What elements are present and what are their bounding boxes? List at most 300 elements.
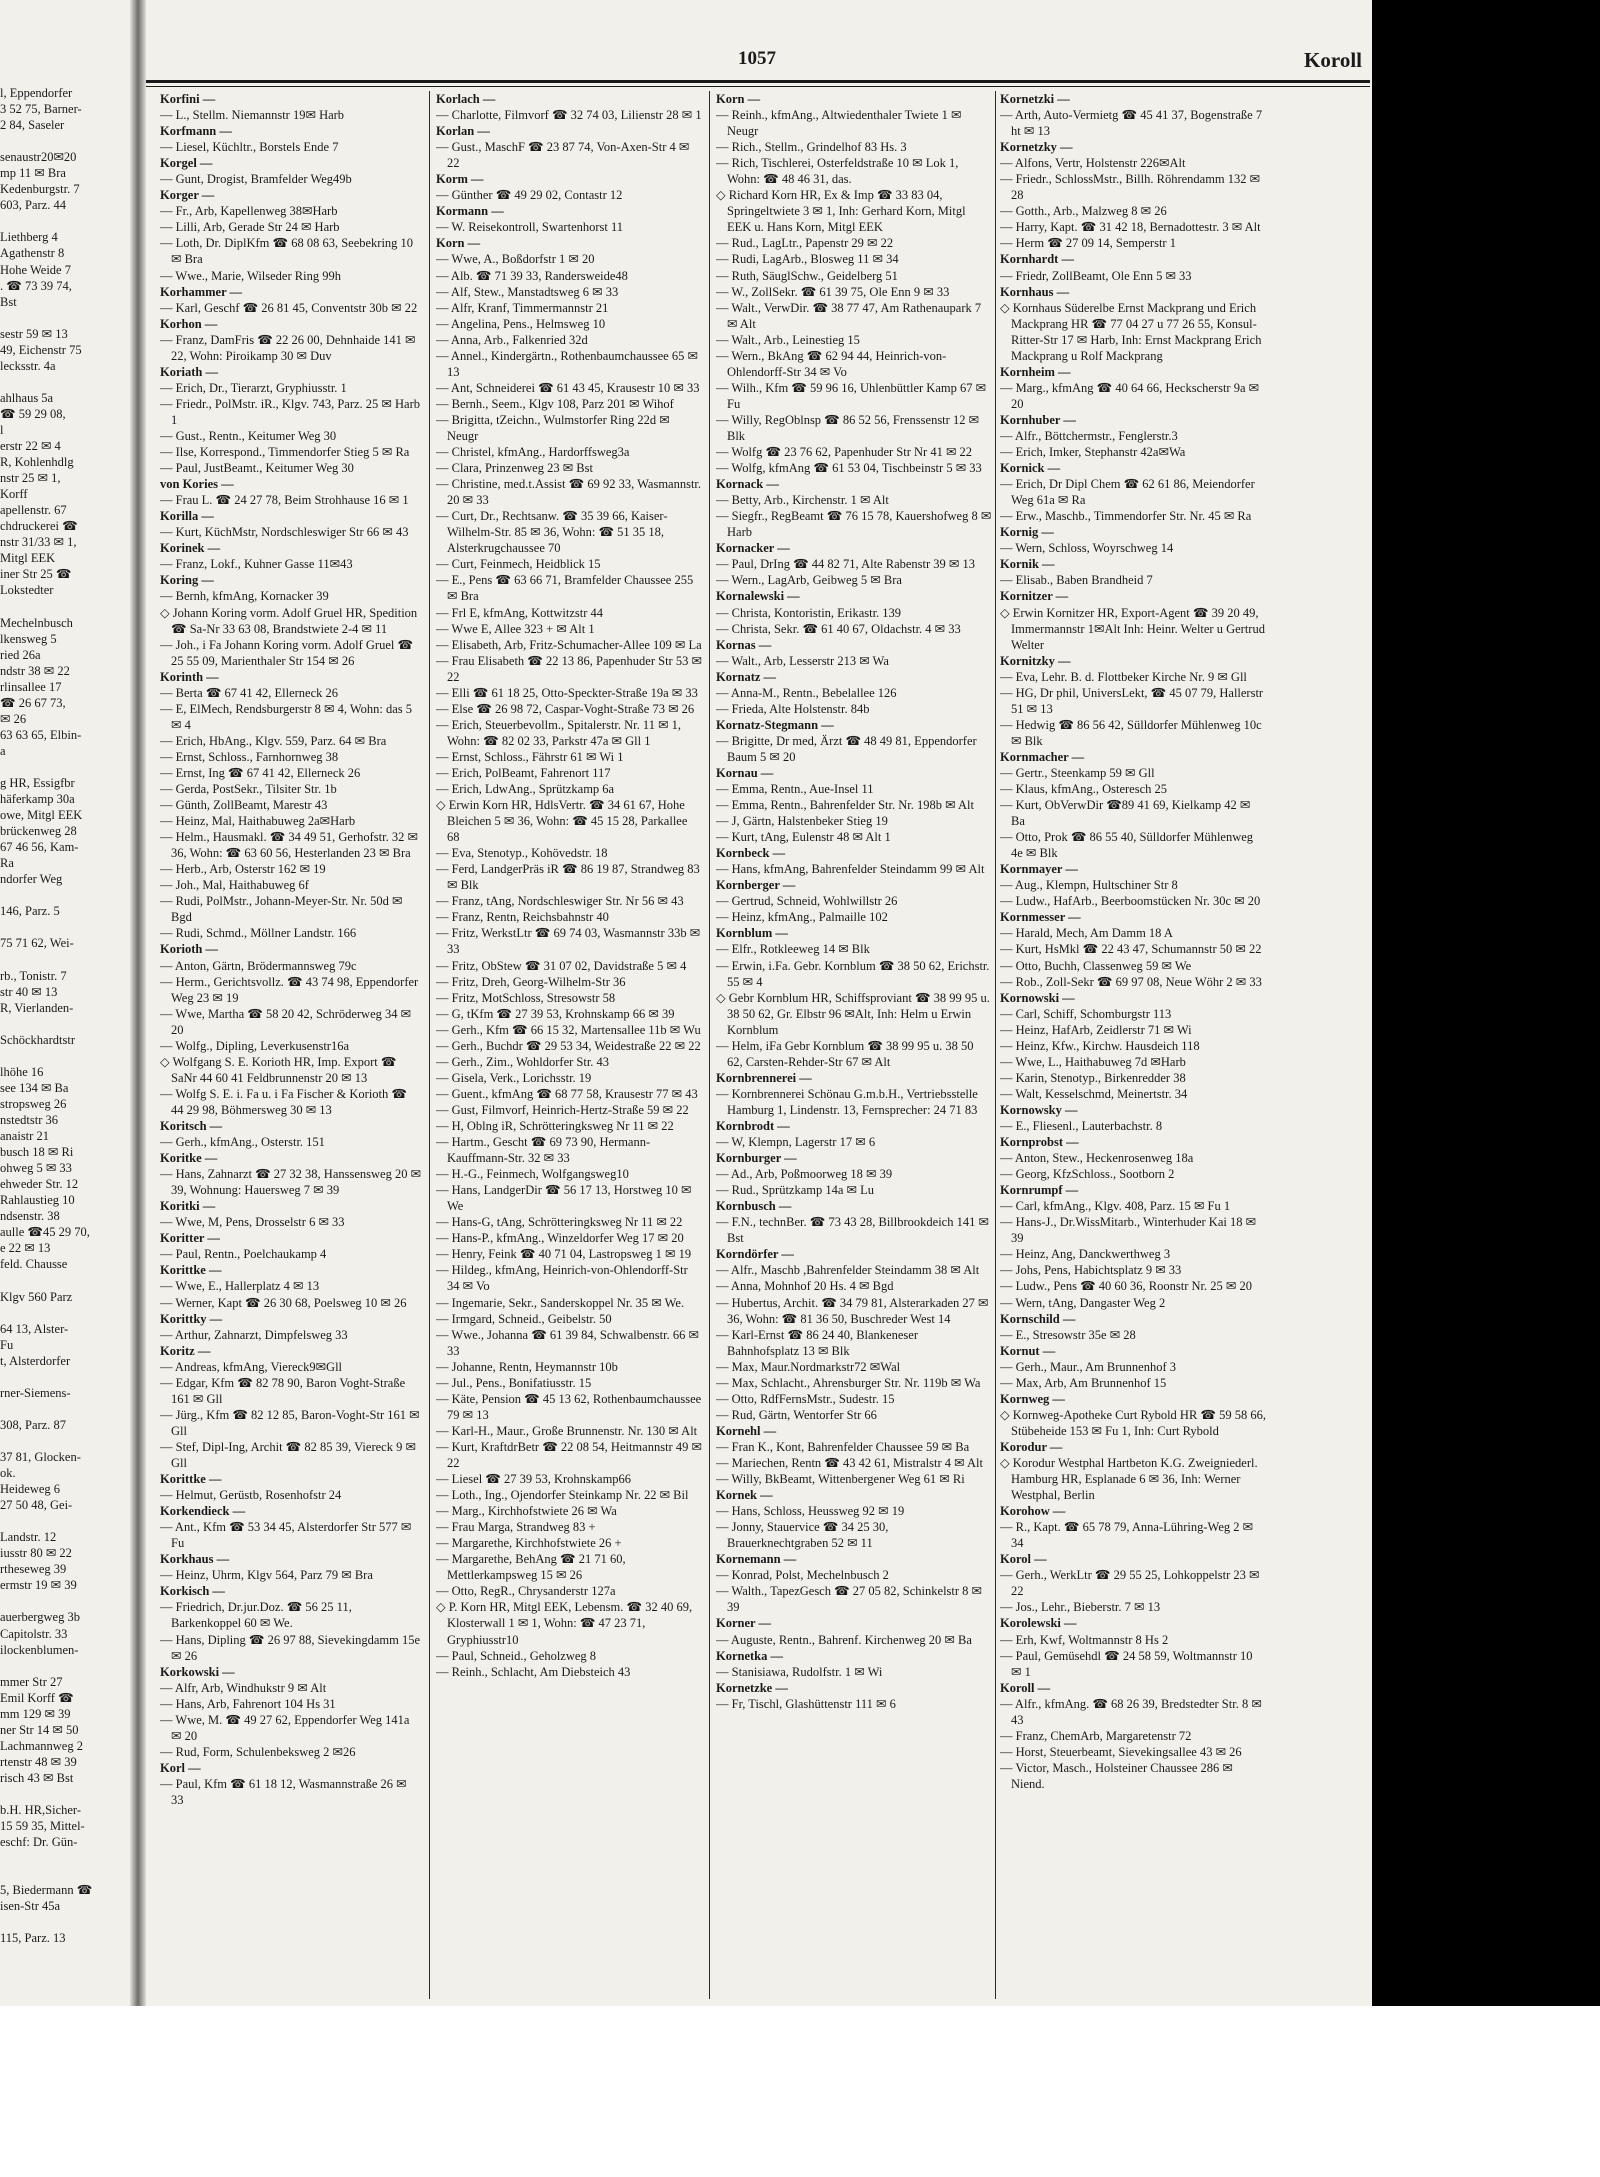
directory-entry: — Fritz, MotSchloss, Stresowstr 58 xyxy=(436,990,616,1005)
directory-entry: — Horst, Steuerbeamt, Sievekingsallee 43 ✉ 26 xyxy=(1000,1744,1242,1759)
directory-entry: — Alfr., Böttchermstr., Fenglerstr.3 xyxy=(1000,428,1178,443)
directory-entry: — Marg., kfmAng ☎ 40 64 66, Heckscherstr 9a ✉ 20 xyxy=(1000,380,1260,411)
surname-heading: Kornberger — xyxy=(716,878,796,893)
directory-entry: — Max, Maur.Nordmarkstr72 ✉Wal xyxy=(716,1359,901,1374)
directory-entry: — Aug., Klempn, Hultschiner Str 8 xyxy=(1000,878,1178,893)
fragment-line xyxy=(0,374,128,390)
directory-entry: — Hans-G, tAng, Schrötteringksweg Nr 11 ✉ 22 xyxy=(436,1215,683,1230)
directory-entry: — Ernst, Schloss., Fährstr 61 ✉ Wi 1 xyxy=(436,749,624,764)
directory-entry: — R., Kapt. ☎ 65 78 79, Anna-Lühring-Weg 2 ✉ 34 xyxy=(1000,1520,1254,1551)
directory-entry: — Otto, RdfFernsMstr., Sudestr. 15 xyxy=(716,1391,895,1406)
surname-heading: Korgel — xyxy=(160,156,213,171)
fragment-line: erstr 22 ✉ 4 xyxy=(0,439,61,454)
directory-entry: — Stef, Dipl-Ing, Archit ☎ 82 85 39, Viereck 9 ✉ Gll xyxy=(160,1439,416,1470)
surname-heading: Korger — xyxy=(160,188,215,203)
directory-entry: — Erich, Dr., Tierarzt, Gryphiusstr. 1 xyxy=(160,380,347,395)
directory-entry: — Otto, Buchh, Classenweg 59 ✉ We xyxy=(1000,958,1192,973)
directory-entry: — Frieda, Alte Holstenstr. 84b xyxy=(716,701,870,716)
fragment-line: ndsenstr. 38 xyxy=(0,1209,60,1224)
surname-heading: Kornbusch — xyxy=(716,1199,792,1214)
surname-heading: Kornhuber — xyxy=(1000,412,1076,427)
directory-entry: — Hans, kfmAng, Bahrenfelder Steindamm 99 ✉ Alt xyxy=(716,862,985,877)
directory-entry: — Kurt, tAng, Eulenstr 48 ✉ Alt 1 xyxy=(716,830,891,845)
directory-entry: — Gerh., kfmAng., Osterstr. 151 xyxy=(160,1135,325,1150)
surname-heading: Kornetzki — xyxy=(1000,92,1070,106)
fragment-line: 308, Parz. 87 xyxy=(0,1417,66,1432)
directory-entry: — Wern, tAng, Dangaster Weg 2 xyxy=(1000,1295,1166,1310)
directory-entry: — W. Reisekontroll, Swartenhorst 11 xyxy=(436,220,624,235)
directory-entry: — Anton, Gärtn, Brödermannsweg 79c xyxy=(160,958,357,973)
directory-entry: — Wwe, Martha ☎ 58 20 42, Schröderweg 34 ✉ 20 xyxy=(160,1006,412,1037)
fragment-line xyxy=(0,1866,128,1882)
directory-entry: — Walth., TapezGesch ☎ 27 05 82, Schinkelstr 8 ✉ 39 xyxy=(716,1584,983,1615)
directory-entry: — Joh., Mal, Haithabuweg 6f xyxy=(160,878,309,893)
fragment-line: e 22 ✉ 13 xyxy=(0,1241,51,1256)
surname-heading: Kornemann — xyxy=(716,1552,797,1567)
directory-entry: — Paul, Gemüsehdl ☎ 24 58 59, Woltmannstr 10 ✉ 1 xyxy=(1000,1648,1253,1679)
header-rule xyxy=(146,80,1370,83)
directory-entry: — Heinz, HafArb, Zeidlerstr 71 ✉ Wi xyxy=(1000,1022,1192,1037)
fragment-line xyxy=(0,133,128,149)
directory-entry: — Klaus, kfmAng., Osteresch 25 xyxy=(1000,782,1167,797)
surname-heading: Kornbrennerei — xyxy=(716,1070,812,1085)
directory-entry: — Angelina, Pens., Helmsweg 10 xyxy=(436,316,606,331)
surname-heading: Korinek — xyxy=(160,541,221,556)
directory-entry: — Heinz, Kfw., Kirchw. Hausdeich 118 xyxy=(1000,1038,1200,1053)
directory-column-3 xyxy=(716,91,992,1999)
fragment-line: 5, Biedermann ☎ xyxy=(0,1883,93,1898)
surname-heading: Koritter — xyxy=(160,1231,220,1246)
fragment-line: ilockenblumen- xyxy=(0,1642,79,1657)
directory-entry: — Arth, Auto-Vermietg ☎ 45 41 37, Bogenstraße 7 ht ✉ 13 xyxy=(1000,108,1263,139)
surname-heading: Kornig — xyxy=(1000,525,1054,540)
column-divider xyxy=(709,91,710,1999)
fragment-line: rlinsallee 17 xyxy=(0,679,62,694)
directory-entry: — Gust, Filmvorf, Heinrich-Hertz-Straße 59 ✉ 22 xyxy=(436,1102,689,1117)
directory-entry: — W, Klempn, Lagerstr 17 ✉ 6 xyxy=(716,1135,876,1150)
directory-entry: — Wolfg ☎ 23 76 62, Papenhuder Str Nr 41 ✉ 22 xyxy=(716,445,973,460)
fragment-line: brückenweg 28 xyxy=(0,824,77,839)
fragment-line: Landstr. 12 xyxy=(0,1530,57,1545)
directory-entry: — Gerh., WerkLtr ☎ 29 55 25, Lohkoppelstr 23 ✉ 22 xyxy=(1000,1568,1260,1599)
scan-border xyxy=(1372,0,1600,2006)
directory-entry: — Erich, HbAng., Klgv. 559, Parz. 64 ✉ Bra xyxy=(160,733,387,748)
surname-heading: Kornhardt — xyxy=(1000,252,1074,267)
directory-entry: — Edgar, Kfm ☎ 82 78 90, Baron Voght-Straße 161 ✉ Gll xyxy=(160,1375,406,1406)
directory-entry: — Alfons, Vertr, Holstenstr 226✉Alt xyxy=(1000,156,1186,171)
directory-entry: — Herm ☎ 27 09 14, Semperstr 1 xyxy=(1000,236,1176,251)
directory-entry: — Rud, Gärtn, Wentorfer Str 66 xyxy=(716,1407,877,1422)
fragment-line: Heideweg 6 xyxy=(0,1482,61,1497)
page-number: 1057 xyxy=(738,48,776,69)
fragment-line xyxy=(0,599,128,615)
fragment-line xyxy=(0,1272,128,1288)
surname-heading: Korol — xyxy=(1000,1552,1047,1567)
directory-entry: — Bernh, kfmAng, Kornacker 39 xyxy=(160,589,329,604)
fragment-line: eschf: Dr. Gün- xyxy=(0,1835,78,1850)
directory-entry: — Franz, Lokf., Kuhner Gasse 11✉43 xyxy=(160,557,353,572)
directory-entry: — Wern., BkAng ☎ 62 94 44, Heinrich-von-Ohlendorff-Str 34 ✉ Vo xyxy=(716,348,947,379)
fragment-line: auerbergweg 3b xyxy=(0,1610,80,1625)
fragment-line xyxy=(0,1401,128,1417)
surname-heading: Kornweg — xyxy=(1000,1391,1065,1406)
fragment-line: ndorfer Weg xyxy=(0,872,63,887)
surname-heading: Koritke — xyxy=(160,1151,218,1166)
fragment-line: 146, Parz. 5 xyxy=(0,904,60,919)
directory-entry: — Günth, ZollBeamt, Marestr 43 xyxy=(160,798,328,813)
directory-entry: — Harry, Kapt. ☎ 31 42 18, Bernadottestr. 3 ✉ Alt xyxy=(1000,220,1261,235)
directory-entry: — Frau Elisabeth ☎ 22 13 86, Papenhuder Str 53 ✉ 22 xyxy=(436,653,702,684)
fragment-line: Ra xyxy=(0,856,14,871)
directory-entry: — Kurt, HsMkl ☎ 22 43 47, Schumannstr 50 ✉ 22 xyxy=(1000,942,1262,957)
directory-entry: — Harald, Mech, Am Damm 18 A xyxy=(1000,926,1173,941)
directory-entry: ◇ Johann Koring vorm. Adolf Gruel HR, Spedition ☎ Sa-Nr 33 63 08, Brandstwiete 2-4 ✉ 11 xyxy=(160,605,418,636)
directory-entry: — E., Pens ☎ 63 66 71, Bramfelder Chaussee 255 ✉ Bra xyxy=(436,573,694,604)
fragment-line: rb., Tonistr. 7 xyxy=(0,968,67,983)
surname-heading: Kornik — xyxy=(1000,557,1055,572)
book-gutter xyxy=(130,0,146,2006)
directory-entry: — Otto, RegR., Chrysanderstr 127a xyxy=(436,1584,616,1599)
directory-entry: — Max, Schlacht., Ahrensburger Str. Nr. 119b ✉ Wa xyxy=(716,1375,981,1390)
directory-entry: — Rich, Tischlerei, Osterfeldstraße 10 ✉ Lok 1, Wohn: ☎ 48 46 31, das. xyxy=(716,156,959,187)
directory-entry: — Rob., Zoll-Sekr ☎ 69 97 08, Neue Wöhr 2 ✉ 33 xyxy=(1000,974,1262,989)
directory-entry: — Helm, iFa Gebr Kornblum ☎ 38 99 95 u. 38 50 62, Carsten-Rehder-Str 67 ✉ Alt xyxy=(716,1038,974,1069)
fragment-line: lkensweg 5 xyxy=(0,631,57,646)
directory-entry: ◇ Kornweg-Apotheke Curt Rybold HR ☎ 59 58 66, Stübeheide 153 ✉ Fu 1, Inh: Curt Rybold xyxy=(1000,1407,1266,1438)
fragment-line: aulle ☎45 29 70, xyxy=(0,1225,90,1240)
surname-heading: Korkowski — xyxy=(160,1664,235,1679)
surname-heading: Korfini — xyxy=(160,92,216,106)
fragment-line: Agathenstr 8 xyxy=(0,246,65,261)
running-head: Koroll xyxy=(1304,48,1362,72)
fragment-line: l, Eppendorfer xyxy=(0,86,73,100)
directory-entry: — Wwe, M, Pens, Drosselstr 6 ✉ 33 xyxy=(160,1215,345,1230)
fragment-line: Fu xyxy=(0,1337,14,1352)
directory-entry: — Gerh., Maur., Am Brunnenhof 3 xyxy=(1000,1359,1177,1374)
directory-entry: — Konrad, Polst, Mechelnbusch 2 xyxy=(716,1568,889,1583)
surname-heading: Korittke — xyxy=(160,1472,222,1487)
surname-heading: Korilla — xyxy=(160,509,214,524)
directory-entry: — Elisab., Baben Brandheid 7 xyxy=(1000,573,1153,588)
page-header xyxy=(146,46,1368,80)
fragment-line: rner-Siemens- xyxy=(0,1385,71,1400)
surname-heading: Korioth — xyxy=(160,942,218,957)
directory-entry: — Eva, Lehr. B. d. Flottbeker Kirche Nr. 9 ✉ Gll xyxy=(1000,669,1247,684)
directory-entry: — H, Oblng iR, Schrötteringksweg Nr 11 ✉ 22 xyxy=(436,1119,674,1133)
fragment-line: 2 84, Saseler xyxy=(0,118,65,133)
fragment-line: Hohe Weide 7 xyxy=(0,262,71,277)
fragment-line: 27 50 48, Gei- xyxy=(0,1498,73,1513)
directory-entry: — Jürg., Kfm ☎ 82 12 85, Baron-Voght-Str 161 ✉ Gll xyxy=(160,1407,420,1438)
surname-heading: Korhammer — xyxy=(160,284,243,299)
directory-entry: — Gerh., Zim., Wohldorfer Str. 43 xyxy=(436,1054,610,1069)
surname-heading: Kornbrodt — xyxy=(716,1119,790,1133)
fragment-line: Emil Korff ☎ xyxy=(0,1690,74,1705)
fragment-line: Mechelnbusch xyxy=(0,615,73,630)
fragment-line: ✉ 26 xyxy=(0,711,27,726)
directory-entry: — Elisabeth, Arb, Fritz-Schumacher-Allee 109 ✉ La xyxy=(436,637,702,652)
fragment-line: ehweder Str. 12 xyxy=(0,1177,79,1192)
fragment-line: anaistr 21 xyxy=(0,1129,49,1144)
directory-entry: — Stanisiawa, Rudolfstr. 1 ✉ Wi xyxy=(716,1664,883,1679)
fragment-line: R, Vierlanden- xyxy=(0,1000,74,1015)
surname-heading: Kornmayer — xyxy=(1000,862,1078,877)
surname-heading: Kornau — xyxy=(716,765,774,780)
surname-heading: Koroll — xyxy=(1000,1680,1051,1695)
surname-heading: von Kories — xyxy=(160,477,234,492)
fragment-line: nstr 31/33 ✉ 1, xyxy=(0,535,77,550)
surname-heading: Kornblum — xyxy=(716,926,788,941)
directory-entry: — Helm., Hausmakl. ☎ 34 49 51, Gerhofstr. 32 ✉ 36, Wohn: ☎ 63 60 56, Hesterlanden 23 ✉ Bra xyxy=(160,830,418,861)
surname-heading: Kornacker — xyxy=(716,541,790,556)
directory-entry: — Margarethe, BehAng ☎ 21 71 60, Mettlerkampsweg 15 ✉ 26 xyxy=(436,1552,626,1583)
directory-entry: — Frau Marga, Strandweg 83 + xyxy=(436,1520,596,1535)
directory-entry: — Liesel, Küchltr., Borstels Ende 7 xyxy=(160,140,339,155)
directory-entry: — Walt., VerwDir. ☎ 38 77 47, Am Rathenaupark 7 ✉ Alt xyxy=(716,300,982,331)
surname-heading: Korkhaus — xyxy=(160,1552,230,1567)
directory-entry: — Guent., kfmAng ☎ 68 77 58, Krausestr 77 ✉ 43 xyxy=(436,1086,698,1101)
fragment-line xyxy=(0,887,128,903)
directory-column-4 xyxy=(1000,91,1266,1999)
directory-entry: — Anna, Arb., Falkenried 32d xyxy=(436,332,588,347)
directory-entry: — Emma, Rentn., Bahrenfelder Str. Nr. 198b ✉ Alt xyxy=(716,798,975,813)
directory-entry: — Franz, ChemArb, Margaretenstr 72 xyxy=(1000,1728,1192,1743)
fragment-line: 67 46 56, Kam- xyxy=(0,840,79,855)
surname-heading: Kornalewski — xyxy=(716,589,800,604)
directory-entry: — Bernh., Seem., Klgv 108, Parz 201 ✉ Wihof xyxy=(436,396,674,411)
surname-heading: Korn — xyxy=(716,92,761,106)
directory-entry: ◇ Erwin Korn HR, HdlsVertr. ☎ 34 61 67, Hohe Bleichen 5 ✉ 36, Wohn: ☎ 45 15 28, Parkallee 68 xyxy=(436,798,688,845)
surname-heading: Kornowsky — xyxy=(1000,1102,1078,1117)
directory-entry: — Lilli, Arb, Gerade Str 24 ✉ Harb xyxy=(160,220,340,235)
directory-entry: — Erw., Maschb., Timmendorfer Str. Nr. 45 ✉ Ra xyxy=(1000,509,1252,524)
directory-entry: — Alfr., Maschb ,Bahrenfelder Steindamm 38 ✉ Alt xyxy=(716,1263,980,1278)
directory-entry: — Rud., LagLtr., Papenstr 29 ✉ 22 xyxy=(716,236,894,251)
header-rule-thin xyxy=(146,86,1370,87)
directory-entry: — Kurt, KüchMstr, Nordschleswiger Str 66 ✉ 43 xyxy=(160,525,409,540)
directory-entry: — Alfr., kfmAng. ☎ 68 26 39, Bredstedter Str. 8 ✉ 43 xyxy=(1000,1696,1262,1727)
directory-entry: — Eva, Stenotyp., Kohövedstr. 18 xyxy=(436,846,608,861)
fragment-line: Liethberg 4 xyxy=(0,230,58,245)
directory-entry: — Hans-P., kfmAng., Winzeldorfer Weg 17 ✉ 20 xyxy=(436,1231,684,1246)
fragment-line: Kedenburgstr. 7 xyxy=(0,182,80,197)
fragment-line: ried 26a xyxy=(0,647,41,662)
fragment-line xyxy=(0,1369,128,1385)
directory-entry: — Carl, Schiff, Schomburgstr 113 xyxy=(1000,1006,1172,1021)
directory-entry: — Walt, Kesselschmd, Meinertstr. 34 xyxy=(1000,1086,1188,1101)
directory-entry: — Irmgard, Schneid., Geibelstr. 50 xyxy=(436,1311,612,1326)
surname-heading: Koring — xyxy=(160,573,214,588)
surname-heading: Kornmesser — xyxy=(1000,910,1081,925)
fragment-line: iner Str 25 ☎ xyxy=(0,567,72,582)
fragment-line: feld. Chausse xyxy=(0,1257,68,1272)
directory-entry: — Hans-J., Dr.WissMitarb., Winterhuder Kai 18 ✉ 39 xyxy=(1000,1215,1257,1246)
directory-entry: — Gerh., Buchdr ☎ 29 53 34, Weidestraße 22 ✉ 22 xyxy=(436,1038,701,1053)
directory-entry: — Hans, Dipling ☎ 26 97 88, Sievekingdamm 15e ✉ 26 xyxy=(160,1632,420,1663)
directory-entry: — Carl, kfmAng., Klgv. 408, Parz. 15 ✉ Fu 1 xyxy=(1000,1199,1231,1214)
directory-entry: — Erich, LdwAng., Sprützkamp 6a xyxy=(436,782,615,797)
directory-entry: — Wwe, M. ☎ 49 27 62, Eppendorfer Weg 141a ✉ 20 xyxy=(160,1712,410,1743)
fragment-line: stropsweg 26 xyxy=(0,1096,67,1111)
directory-entry: — Kurt, ObVerwDir ☎89 41 69, Kielkamp 42 ✉ Ba xyxy=(1000,798,1251,829)
directory-entry: — Paul, DrIng ☎ 44 82 71, Alte Rabenstr 39 ✉ 13 xyxy=(716,557,976,572)
directory-entry: — Wolfg S. E. i. Fa u. i Fa Fischer & Korioth ☎ 44 29 98, Böhmersweg 30 ✉ 13 xyxy=(160,1086,407,1117)
directory-entry: — Wwe., Marie, Wilseder Ring 99h xyxy=(160,268,341,283)
surname-heading: Kornbeck — xyxy=(716,846,786,861)
fragment-line xyxy=(0,1914,128,1930)
directory-entry: — Wern., LagArb, Geibweg 5 ✉ Bra xyxy=(716,573,902,588)
directory-entry: — Wwe, L., Haithabuweg 7d ✉Harb xyxy=(1000,1054,1186,1069)
directory-entry: — Gerda, PostSekr., Tilsiter Str. 1b xyxy=(160,782,337,797)
directory-entry: — Erich, Imker, Stephanstr 42a✉Wa xyxy=(1000,445,1186,460)
directory-entry: — Paul, Rentn., Poelchaukamp 4 xyxy=(160,1247,327,1262)
surname-heading: Kornschild — xyxy=(1000,1311,1076,1326)
directory-entry: — Rud., Sprützkamp 14a ✉ Lu xyxy=(716,1183,875,1198)
surname-heading: Kornprobst — xyxy=(1000,1135,1079,1150)
fragment-line: mm 129 ✉ 39 xyxy=(0,1706,71,1721)
directory-entry: — Gertrud, Schneid, Wohlwillstr 26 xyxy=(716,894,898,909)
directory-entry: — Betty, Arb., Kirchenstr. 1 ✉ Alt xyxy=(716,493,889,508)
surname-heading: Korner — xyxy=(716,1616,771,1631)
directory-entry: — Alfr, Arb, Windhukstr 9 ✉ Alt xyxy=(160,1680,327,1695)
directory-entry: — Marg., Kirchhofstwiete 26 ✉ Wa xyxy=(436,1504,617,1519)
directory-entry: — Friedrich, Dr.jur.Doz. ☎ 56 25 11, Barkenkoppel 60 ✉ We. xyxy=(160,1600,352,1631)
directory-entry: — Siegfr., RegBeamt ☎ 76 15 78, Kauershofweg 8 ✉ Harb xyxy=(716,509,992,540)
directory-entry: — L., Stellm. Niemannstr 19✉ Harb xyxy=(160,108,345,123)
directory-entry: — Hartm., Gescht ☎ 69 73 90, Hermann-Kauffmann-Str. 32 ✉ 33 xyxy=(436,1135,651,1166)
surname-heading: Koriath — xyxy=(160,364,218,379)
fragment-line: mp 11 ✉ Bra xyxy=(0,166,66,181)
surname-heading: Korodur — xyxy=(1000,1439,1063,1454)
directory-entry: — Alfr, Kranf, Timmermannstr 21 xyxy=(436,300,609,315)
surname-heading: Kornas — xyxy=(716,637,772,652)
fragment-line xyxy=(0,1305,128,1321)
directory-entry: — Brigitte, Dr med, Ärzt ☎ 48 49 81, Eppendorfer Baum 5 ✉ 20 xyxy=(716,733,977,764)
directory-entry: — Fr, Tischl, Glashüttenstr 111 ✉ 6 xyxy=(716,1696,896,1711)
fragment-line: ok. xyxy=(0,1466,16,1481)
surname-heading: Kornrumpf — xyxy=(1000,1183,1079,1198)
fragment-line: lecksstr. 4a xyxy=(0,358,56,373)
surname-heading: Korinth — xyxy=(160,669,219,684)
directory-entry: — Erich, PolBeamt, Fahrenort 117 xyxy=(436,765,611,780)
directory-entry: — Heinz, Uhrm, Klgv 564, Parz 79 ✉ Bra xyxy=(160,1568,373,1583)
directory-entry: — Helmut, Gerüstb, Rosenhofstr 24 xyxy=(160,1488,342,1503)
directory-entry: — Charlotte, Filmvorf ☎ 32 74 03, Lilienstr 28 ✉ 1 xyxy=(436,108,702,123)
directory-entry: — Christa, Sekr. ☎ 61 40 67, Oldachstr. 4 ✉ 33 xyxy=(716,621,961,636)
directory-entry: — Emma, Rentn., Aue-Insel 11 xyxy=(716,782,874,797)
directory-entry: — Ant., Kfm ☎ 53 34 45, Alsterdorfer Str 577 ✉ Fu xyxy=(160,1520,412,1551)
directory-entry: — E., Fliesenl., Lauterbachstr. 8 xyxy=(1000,1119,1163,1133)
directory-entry: — Gust., MaschF ☎ 23 87 74, Von-Axen-Str 4 ✉ 22 xyxy=(436,140,690,171)
directory-entry: — Andreas, kfmAng, Viereck9✉Gll xyxy=(160,1359,343,1374)
surname-heading: Korkisch — xyxy=(160,1584,225,1599)
directory-entry: — Kornbrennerei Schönau G.m.b.H., Vertriebsstelle Hamburg 1, Lindenstr. 13, Fernsprecher: 24 71 83 xyxy=(716,1086,978,1117)
surname-heading: Kornick — xyxy=(1000,461,1061,476)
fragment-line: senaustr20✉20 xyxy=(0,150,77,165)
fragment-line: ☎ 26 67 73, xyxy=(0,695,66,710)
fragment-line xyxy=(0,1850,128,1866)
fragment-line: Korff xyxy=(0,487,28,502)
directory-entry: — Günther ☎ 49 29 02, Contastr 12 xyxy=(436,188,623,203)
directory-entry: — Elfr., Rotkleeweg 14 ✉ Blk xyxy=(716,942,870,957)
directory-entry: — Joh., i Fa Johann Koring vorm. Adolf Gruel ☎ 25 55 09, Marienthaler Str 154 ✉ 26 xyxy=(160,637,414,668)
surname-heading: Kornetka — xyxy=(716,1648,784,1663)
directory-entry: — Victor, Masch., Holsteiner Chaussee 286 ✉ Niend. xyxy=(1000,1760,1233,1791)
fragment-line: l xyxy=(0,422,4,437)
directory-entry: — Johanne, Rentn, Heymannstr 10b xyxy=(436,1359,618,1374)
directory-entry: — Walt., Arb., Leinestieg 15 xyxy=(716,332,860,347)
directory-entry: — Hans, LandgerDir ☎ 56 17 13, Horstweg 10 ✉ We xyxy=(436,1183,692,1214)
directory-entry: — Gunt, Drogist, Bramfelder Weg49b xyxy=(160,172,352,187)
directory-entry: — Otto, Prok ☎ 86 55 40, Sülldorfer Mühlenweg 4e ✉ Blk xyxy=(1000,830,1254,861)
directory-entry: — Willy, BkBeamt, Wittenbergener Weg 61 ✉ Ri xyxy=(716,1472,965,1487)
directory-entry: — Rudi, LagArb., Blosweg 11 ✉ 34 xyxy=(716,252,899,267)
directory-entry: — Frau L. ☎ 24 27 78, Beim Strohhause 16 ✉ 1 xyxy=(160,493,409,508)
surname-heading: Kornitzer — xyxy=(1000,589,1069,604)
directory-entry: ◇ Erwin Kornitzer HR, Export-Agent ☎ 39 20 49, Immermannstr 1✉Alt Inh: Heinr. Welter u Gertrud Welter xyxy=(1000,605,1265,652)
surname-heading: Kornmacher — xyxy=(1000,749,1085,764)
fragment-line: Rahlaustieg 10 xyxy=(0,1193,75,1208)
directory-entry: — Willy, RegOblnsp ☎ 86 52 56, Frenssenstr 12 ✉ Blk xyxy=(716,412,980,443)
fragment-line xyxy=(0,1786,128,1802)
directory-entry: ◇ Korodur Westphal Hartbeton K.G. Zweigniederl. Hamburg HR, Esplanade 6 ✉ 36, Inh: Werner Westphal, Berlin xyxy=(1000,1455,1258,1503)
directory-entry: — Paul, JustBeamt., Keitumer Weg 30 xyxy=(160,461,354,476)
fragment-line: R, Kohlenhdlg xyxy=(0,455,74,470)
fragment-line xyxy=(0,1513,128,1529)
directory-entry: — Ludw., HafArb., Beerboomstücken Nr. 30c ✉ 20 xyxy=(1000,894,1261,909)
directory-entry: — Fritz, ObStew ☎ 31 07 02, Davidstraße 5 ✉ 4 xyxy=(436,958,687,973)
directory-entry: — Ant, Schneiderei ☎ 61 43 45, Krausestr 10 ✉ 33 xyxy=(436,380,700,395)
directory-entry: — Berta ☎ 67 41 42, Ellerneck 26 xyxy=(160,685,339,700)
directory-entry: — Else ☎ 26 98 72, Caspar-Voght-Straße 73 ✉ 26 xyxy=(436,701,695,716)
previous-page-fragment xyxy=(0,85,128,2005)
directory-entry: — Werner, Kapt ☎ 26 30 68, Poelsweg 10 ✉ 26 xyxy=(160,1295,407,1310)
surname-heading: Kornehl — xyxy=(716,1423,777,1438)
fragment-line: 37 81, Glocken- xyxy=(0,1449,81,1464)
fragment-line: Klgv 560 Parz xyxy=(0,1289,73,1304)
fragment-line: g HR, Essigfbr xyxy=(0,776,75,791)
fragment-line: 64 13, Alster- xyxy=(0,1321,69,1336)
surname-heading: Kornheim — xyxy=(1000,364,1071,379)
fragment-line xyxy=(0,1658,128,1674)
fragment-line: sestr 59 ✉ 13 xyxy=(0,326,68,341)
fragment-line: t, Alsterdorfer xyxy=(0,1353,71,1368)
fragment-line xyxy=(0,1593,128,1609)
directory-entry: — Walt., Arb, Lesserstr 213 ✉ Wa xyxy=(716,653,889,668)
surname-heading: Kornhaus — xyxy=(1000,284,1070,299)
surname-heading: Korfmann — xyxy=(160,124,232,139)
column-divider xyxy=(995,91,996,1999)
directory-entry: ◇ Wolfgang S. E. Korioth HR, Imp. Export ☎ SaNr 44 60 41 Feldbrunnenstr 20 ✉ 13 xyxy=(160,1054,397,1085)
directory-entry: — Erich, Dr Dipl Chem ☎ 62 61 86, Meiendorfer Weg 61a ✉ Ra xyxy=(1000,477,1255,508)
fragment-line: rtenstr 48 ✉ 39 xyxy=(0,1754,77,1769)
directory-entry: — E, ElMech, Rendsburgerstr 8 ✉ 4, Wohn: das 5 ✉ 4 xyxy=(160,701,413,732)
directory-entry: — Curt, Feinmech, Heidblick 15 xyxy=(436,557,601,572)
fragment-line: Lokstedter xyxy=(0,583,54,598)
directory-entry: — Hans, Zahnarzt ☎ 27 32 38, Hanssensweg 20 ✉ 39, Wohnung: Hauersweg 7 ✉ 39 xyxy=(160,1167,422,1198)
directory-entry: — Fritz, Dreh, Georg-Wilhelm-Str 36 xyxy=(436,974,626,989)
fragment-line: 15 59 35, Mittel- xyxy=(0,1819,85,1834)
directory-column-2 xyxy=(436,91,702,1999)
directory-entry: — W., ZollSekr. ☎ 61 39 75, Ole Enn 9 ✉ 33 xyxy=(716,284,950,299)
directory-entry: — Loth., Ing., Ojendorfer Steinkamp Nr. 22 ✉ Bil xyxy=(436,1488,689,1503)
directory-entry: — Christine, med.t.Assist ☎ 69 92 33, Wasmannstr. 20 ✉ 33 xyxy=(436,477,702,508)
directory-entry: — Hans, Schloss, Heussweg 92 ✉ 19 xyxy=(716,1504,905,1519)
fragment-line xyxy=(0,919,128,935)
fragment-line: Bst xyxy=(0,294,17,309)
directory-entry: — Henry, Feink ☎ 40 71 04, Lastropsweg 1 ✉ 19 xyxy=(436,1247,692,1262)
directory-entry: — Hildeg., kfmAng, Heinrich-von-Ohlendorff-Str 34 ✉ Vo xyxy=(436,1263,688,1294)
